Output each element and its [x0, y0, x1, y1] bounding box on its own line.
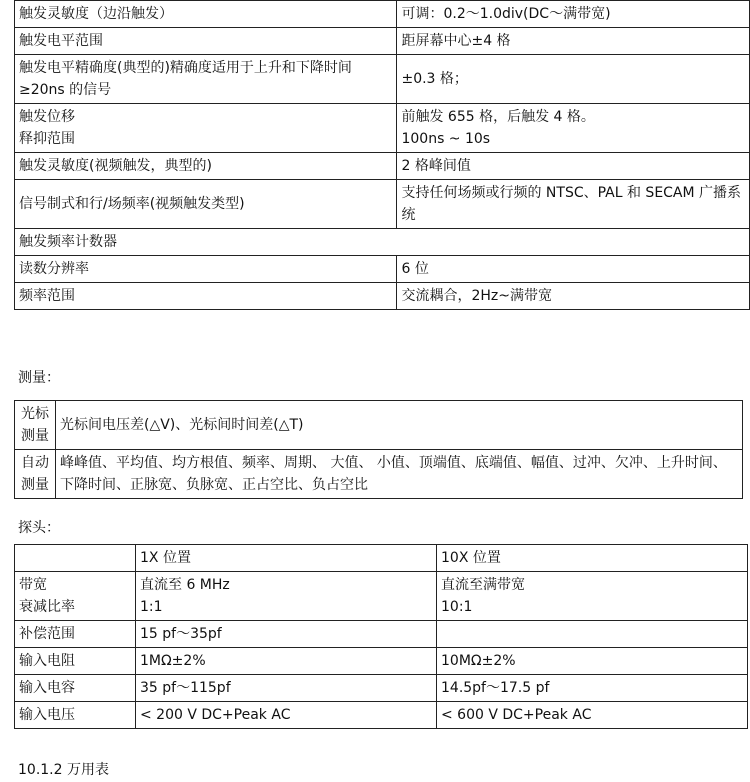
probe-x10-value	[437, 621, 748, 648]
spec-value-line: 100ns ~ 10s	[401, 131, 491, 147]
probe-col-header: 10X 位置	[437, 545, 748, 572]
spec-label: 触发灵敏度(视频触发，典型的)	[15, 153, 397, 180]
probe-x1-value: < 200 V DC+Peak AC	[136, 702, 437, 729]
table-row	[15, 1, 750, 28]
probe-table	[14, 544, 748, 729]
table-row	[15, 104, 750, 153]
probe-x1-value: 15 pf～35pf	[136, 621, 437, 648]
spec-label	[15, 104, 397, 153]
probe-label-line: 带宽	[19, 577, 47, 593]
table-row	[15, 28, 750, 55]
measure-label	[15, 450, 56, 499]
measure-label-line: 自动	[21, 455, 49, 471]
measure-heading: 测量：	[18, 370, 60, 386]
probe-x10-value: < 600 V DC+Peak AC	[437, 702, 748, 729]
probe-label: 输入电容	[15, 675, 136, 702]
spec-value: 交流耦合，2Hz~满带宽	[397, 283, 750, 310]
table-row	[15, 401, 743, 450]
table-row	[15, 675, 748, 702]
probe-col-header	[15, 545, 136, 572]
probe-label	[15, 572, 136, 621]
measure-value: 峰峰值、平均值、均方根值、频率、周期、 大值、 小值、顶端值、底端值、幅值、过冲、欠冲、上升时间、下降时间、正脉宽、负脉宽、正占空比、负占空比	[56, 450, 743, 499]
spec-value: 6 位	[397, 256, 750, 283]
table-row	[15, 621, 748, 648]
table-row	[15, 450, 743, 499]
probe-value-line: 直流至 6 MHz	[140, 577, 230, 593]
probe-value-line: 1:1	[140, 599, 163, 615]
spec-value: 距屏幕中心±4 格	[397, 28, 750, 55]
table-row	[15, 229, 750, 256]
measure-label	[15, 401, 56, 450]
probe-value-line: 10:1	[441, 599, 473, 615]
trigger-spec-table	[14, 0, 750, 310]
probe-label: 输入电压	[15, 702, 136, 729]
probe-label-line: 衰减比率	[19, 599, 75, 615]
probe-col-header: 1X 位置	[136, 545, 437, 572]
table-row	[15, 702, 748, 729]
probe-x10-value: 10MΩ±2%	[437, 648, 748, 675]
measure-value: 光标间电压差(△V)、光标间时间差(△T)	[56, 401, 743, 450]
spec-value: 可调：0.2～1.0div(DC～满带宽)	[397, 1, 750, 28]
probe-value-line: 直流至满带宽	[441, 577, 525, 593]
table-header-row	[15, 545, 748, 572]
probe-x1-value: 1MΩ±2%	[136, 648, 437, 675]
probe-label: 输入电阻	[15, 648, 136, 675]
spec-value-line: 前触发 655 格，后触发 4 格。	[401, 109, 595, 125]
measure-label-line: 测量	[21, 477, 49, 493]
multimeter-heading: 10.1.2 万用表	[18, 762, 109, 778]
spec-value: 2 格峰间值	[397, 153, 750, 180]
measure-label-line: 光标	[21, 406, 49, 422]
spec-label: 触发灵敏度（边沿触发）	[15, 1, 397, 28]
table-row	[15, 153, 750, 180]
spec-label: 触发电平精确度(典型的)精确度适用于上升和下降时间≥20ns 的信号	[15, 55, 397, 104]
table-row	[15, 180, 750, 229]
spec-label: 信号制式和行/场频率(视频触发类型)	[15, 180, 397, 229]
probe-heading: 探头：	[18, 520, 60, 536]
table-row	[15, 55, 750, 104]
probe-x10-value	[437, 572, 748, 621]
table-row	[15, 283, 750, 310]
spec-label: 频率范围	[15, 283, 397, 310]
spec-value	[397, 104, 750, 153]
spec-label: 触发电平范围	[15, 28, 397, 55]
probe-label: 补偿范围	[15, 621, 136, 648]
spec-value: ±0.3 格；	[397, 55, 750, 104]
spec-label-line: 释抑范围	[19, 131, 75, 147]
spec-section-header: 触发频率计数器	[15, 229, 750, 256]
probe-x1-value: 35 pf～115pf	[136, 675, 437, 702]
spec-value: 支持任何场频或行频的 NTSC、PAL 和 SECAM 广播系统	[397, 180, 750, 229]
table-row	[15, 648, 748, 675]
probe-x10-value: 14.5pf～17.5 pf	[437, 675, 748, 702]
measure-label-line: 测量	[21, 428, 49, 444]
table-row	[15, 572, 748, 621]
spec-label-line: 触发位移	[19, 109, 75, 125]
probe-x1-value	[136, 572, 437, 621]
spec-label: 读数分辨率	[15, 256, 397, 283]
measure-table	[14, 400, 743, 499]
table-row	[15, 256, 750, 283]
